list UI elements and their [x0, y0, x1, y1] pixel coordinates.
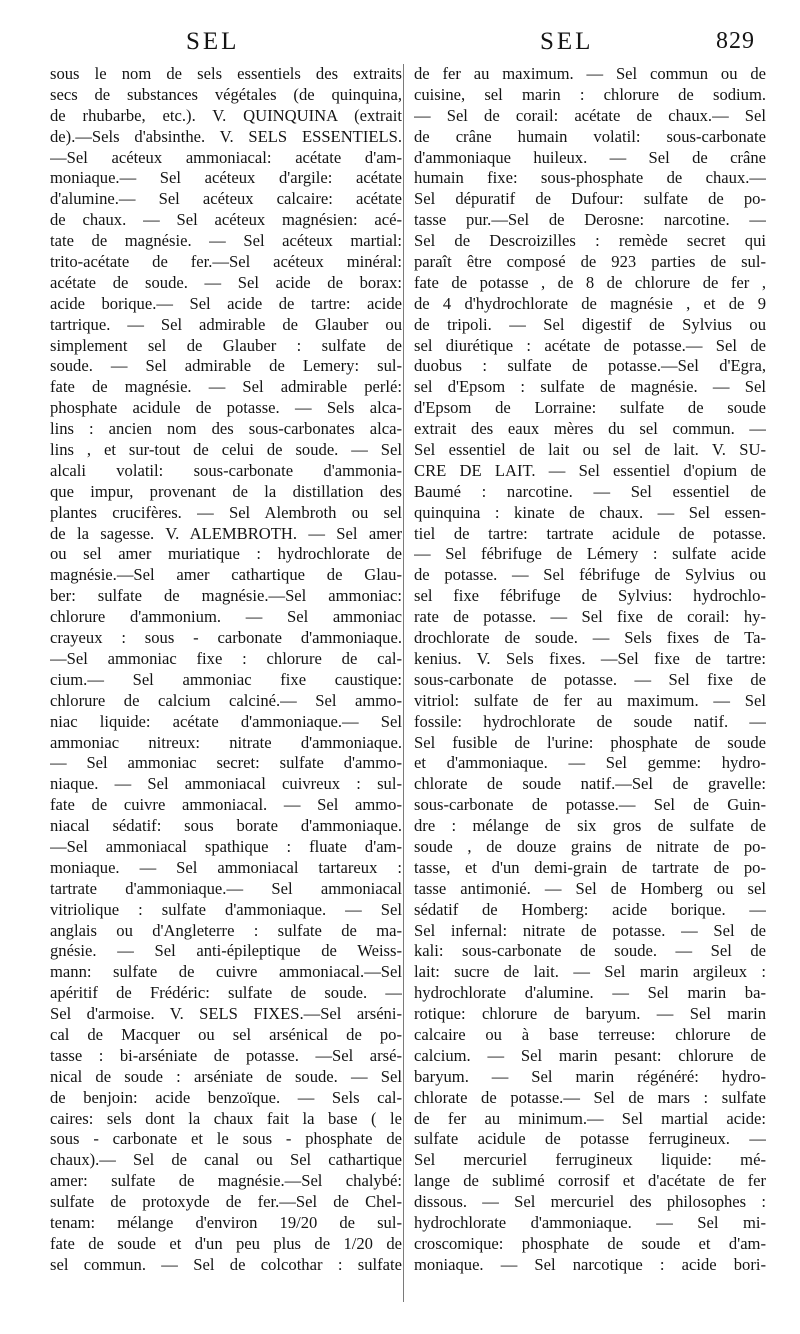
text-line: niac liquide: acétate d'ammoniaque.— Sel [50, 711, 402, 731]
text-line: nical de soude : arséniate de soude. — Sel [50, 1066, 402, 1086]
text-line: Sel essentiel de lait ou sel de lait. V. SU- [414, 440, 766, 460]
text-line: cal de Macquer ou sel arsénical de po- [50, 1024, 402, 1044]
text-line: fate de soude et d'un peu plus de 1/20 de [50, 1233, 402, 1253]
text-line: soude. — Sel admirable de Lemery: sul- [50, 356, 402, 376]
text-line: niacal sédatif: sous borate d'ammoniaque. [50, 816, 402, 836]
text-line: amer: sulfate de magnésie.—Sel chalybé: [50, 1171, 402, 1191]
text-line: hydrochlorate d'alumine. — Sel marin ba- [414, 983, 766, 1003]
text-line: de tripoli. — Sel digestif de Sylvius ou [414, 314, 766, 334]
text-line: gnésie. — Sel anti-épileptique de Weiss- [50, 941, 402, 961]
text-line: chlorate de soude natif.—Sel de gravelle: [414, 774, 766, 794]
running-head-left: SEL [186, 28, 240, 55]
text-line: Sel infernal: nitrate de potasse. — Sel de [414, 920, 766, 940]
text-line: Sel d'armoise. V. SELS FIXES.—Sel arséni- [50, 1004, 402, 1024]
text-line: fate de cuivre ammoniacal. — Sel ammo- [50, 795, 402, 815]
text-line: moniaque. — Sel narcotique : acide bori- [414, 1254, 766, 1274]
text-line: calcaire ou à base terreuse: chlorure de [414, 1024, 766, 1044]
text-line: sel commun. — Sel de colcothar : sulfate [50, 1254, 402, 1274]
text-line: soude , de douze grains de nitrate de po- [414, 836, 766, 856]
text-column-left [50, 64, 402, 1276]
column-rule [403, 64, 404, 1302]
text-line: de rhubarbe, etc.). V. QUINQUINA (extrait [50, 105, 402, 125]
text-line: sulfate acidule de potasse ferrugineux. — [414, 1129, 766, 1149]
text-line: fossile: hydrochlorate de soude natif. — [414, 711, 766, 731]
text-line: moniaque. — Sel ammoniacal tartareux : [50, 857, 402, 877]
text-line: paraît être composé de 923 parties de sul- [414, 252, 766, 272]
text-line: tartrique. — Sel admirable de Glauber ou [50, 314, 402, 334]
text-line: anglais ou d'Angleterre : sulfate de ma- [50, 920, 402, 940]
text-line: de fer au minimum.— Sel martial acide: [414, 1108, 766, 1128]
text-line: cium.— Sel ammoniac fixe caustique: [50, 669, 402, 689]
text-line: tasse pur.—Sel de Derosne: narcotine. — [414, 210, 766, 230]
page-number: 829 [716, 28, 755, 54]
text-line: dre : mélange de six gros de sulfate de [414, 816, 766, 836]
text-line: d'ammoniaque huileux. — Sel de crâne [414, 147, 766, 167]
text-line: chlorate de potasse.— Sel de mars : sulfate [414, 1087, 766, 1107]
text-line: tiel de tartre: tartrate acidule de potasse. [414, 523, 766, 543]
text-column-right [414, 64, 766, 1276]
text-line: sel fixe fébrifuge de Sylvius: hydrochlo- [414, 586, 766, 606]
text-line: de benjoin: acide benzoïque. — Sels cal- [50, 1087, 402, 1107]
text-line: quinquina : kinate de chaux. — Sel essen- [414, 502, 766, 522]
text-line: lins : ancien nom des sous-carbonates alca- [50, 419, 402, 439]
text-line: tasse, et d'un demi-grain de tartrate de po- [414, 857, 766, 877]
text-line: — Sel ammoniac secret: sulfate d'ammo- [50, 753, 402, 773]
text-line: lins , et sur-tout de celui de soude. — Sel [50, 440, 402, 460]
text-line: dissous. — Sel mercuriel des philosophes : [414, 1192, 766, 1212]
running-head-center: SEL [540, 28, 594, 55]
text-line: secs de substances végétales (de quinquina, [50, 84, 402, 104]
text-line: tenam: mélange d'environ 19/20 de sul- [50, 1212, 402, 1232]
text-line: apéritif de Frédéric: sulfate de soude. — [50, 983, 402, 1003]
text-line: fate de magnésie. — Sel admirable perlé: [50, 377, 402, 397]
text-line: sous-carbonate de potasse. — Sel fixe de [414, 669, 766, 689]
text-line: Sel de Descroizilles : remède secret qui [414, 231, 766, 251]
text-line: sous-carbonate de potasse.— Sel de Guin- [414, 795, 766, 815]
text-line: mann: sulfate de cuivre ammoniacal.—Sel [50, 962, 402, 982]
text-line: chaux).— Sel de canal ou Sel cathartique [50, 1150, 402, 1170]
text-line: de potasse. — Sel fébrifuge de Sylvius ou [414, 565, 766, 585]
text-line: CRE DE LAIT. — Sel essentiel d'opium de [414, 460, 766, 480]
text-line: lait: sucre de lait. — Sel marin argileux : [414, 962, 766, 982]
text-line: de fer au maximum. — Sel commun ou de [414, 64, 766, 83]
text-line: drochlorate de soude. — Sels fixes de Ta- [414, 628, 766, 648]
text-line: sel diurétique : acétate de potasse.— Sel de [414, 335, 766, 355]
text-line: caires: sels dont la chaux fait la base ( le [50, 1108, 402, 1128]
text-line: de).—Sels d'absinthe. V. SELS ESSENTIELS. [50, 126, 402, 146]
text-line: vitriolique : sulfate d'ammoniaque. — Sel [50, 899, 402, 919]
text-line: plantes crucifères. — Sel Alembroth ou sel [50, 502, 402, 522]
text-line: — Sel fébrifuge de Lémery : sulfate acide [414, 544, 766, 564]
text-line: crayeux : sous - carbonate d'ammoniaque. [50, 628, 402, 648]
text-line: rotique: chlorure de baryum. — Sel marin [414, 1004, 766, 1024]
text-line: niaque. — Sel ammoniacal cuivreux : sul- [50, 774, 402, 794]
text-line: alcali volatil: sous-carbonate d'ammonia- [50, 460, 402, 480]
text-line: tasse : bi-arséniate de potasse. —Sel arsé- [50, 1045, 402, 1065]
text-line: chlorure d'ammonium. — Sel ammoniac [50, 607, 402, 627]
text-line: de chaux. — Sel acéteux magnésien: acé- [50, 210, 402, 230]
text-line: phosphate acidule de potasse. — Sels alca- [50, 398, 402, 418]
text-line: magnésie.—Sel amer cathartique de Glau- [50, 565, 402, 585]
text-line: — Sel de corail: acétate de chaux.— Sel [414, 105, 766, 125]
text-line: sulfate de protoxyde de fer.—Sel de Chel- [50, 1192, 402, 1212]
text-line: Sel mercuriel ferrugineux liquide: mé- [414, 1150, 766, 1170]
text-line: hydrochlorate d'ammoniaque. — Sel mi- [414, 1212, 766, 1232]
text-line: Sel dépuratif de Dufour: sulfate de po- [414, 189, 766, 209]
text-line: simplement sel de Glauber : sulfate de [50, 335, 402, 355]
text-line: chlorure de calcium calciné.— Sel ammo- [50, 690, 402, 710]
text-line: et d'ammoniaque. — Sel gemme: hydro- [414, 753, 766, 773]
text-line: tasse antimonié. — Sel de Homberg ou sel [414, 878, 766, 898]
text-line: ber: sulfate de magnésie.—Sel ammoniac: [50, 586, 402, 606]
text-line: tate de magnésie. — Sel acéteux martial: [50, 231, 402, 251]
text-line: cuisine, sel marin : chlorure de sodium. [414, 84, 766, 104]
text-line: —Sel ammoniacal spathique : fluate d'am- [50, 836, 402, 856]
text-line: ammoniac nitreux: nitrate d'ammoniaque. [50, 732, 402, 752]
text-line: sous le nom de sels essentiels des extraits [50, 64, 402, 83]
text-line: baryum. — Sel marin régénéré: hydro- [414, 1066, 766, 1086]
text-line: humain fixe: sous-phosphate de chaux.— [414, 168, 766, 188]
text-line: duobus : sulfate de potasse.—Sel d'Egra, [414, 356, 766, 376]
text-line: ou sel amer muriatique : hydrochlorate de [50, 544, 402, 564]
text-line: de la sagesse. V. ALEMBROTH. — Sel amer [50, 523, 402, 543]
text-line: moniaque.— Sel acéteux d'argile: acétate [50, 168, 402, 188]
text-line: calcium. — Sel marin pesant: chlorure de [414, 1045, 766, 1065]
text-line: acétate de soude. — Sel acide de borax: [50, 272, 402, 292]
text-line: extrait des eaux mères du sel commun. — [414, 419, 766, 439]
text-line: acide borique.— Sel acide de tartre: acide [50, 293, 402, 313]
text-line: croscomique: phosphate de soude et d'am- [414, 1233, 766, 1253]
text-line: sel d'Epsom : sulfate de magnésie. — Sel [414, 377, 766, 397]
text-line: de 4 d'hydrochlorate de magnésie , et de 9 [414, 293, 766, 313]
text-line: vitriol: sulfate de fer au maximum. — Sel [414, 690, 766, 710]
text-line: sous - carbonate et le sous - phosphate de [50, 1129, 402, 1149]
text-line: rate de potasse. — Sel fixe de corail: hy- [414, 607, 766, 627]
text-line: kali: sous-carbonate de soude. — Sel de [414, 941, 766, 961]
text-line: —Sel acéteux ammoniacal: acétate d'am- [50, 147, 402, 167]
text-line: tartrate d'ammoniaque.— Sel ammoniacal [50, 878, 402, 898]
text-line: d'alumine.— Sel acéteux calcaire: acétate [50, 189, 402, 209]
text-line: —Sel ammoniac fixe : chlorure de cal- [50, 648, 402, 668]
text-line: Sel fusible de l'urine: phosphate de soude [414, 732, 766, 752]
text-line: kenius. V. Sels fixes. —Sel fixe de tartre: [414, 648, 766, 668]
text-line: trito-acétate de fer.—Sel acéteux minéral: [50, 252, 402, 272]
text-line: de crâne humain volatil: sous-carbonate [414, 126, 766, 146]
text-line: d'Epsom de Lorraine: sulfate de soude [414, 398, 766, 418]
text-line: sédatif de Homberg: acide borique. — [414, 899, 766, 919]
text-line: fate de potasse , de 8 de chlorure de fer , [414, 272, 766, 292]
text-line: lange de sublimé corrosif et d'acétate de fer [414, 1171, 766, 1191]
text-line: Baumé : narcotine. — Sel essentiel de [414, 481, 766, 501]
text-line: que impur, provenant de la distillation des [50, 481, 402, 501]
